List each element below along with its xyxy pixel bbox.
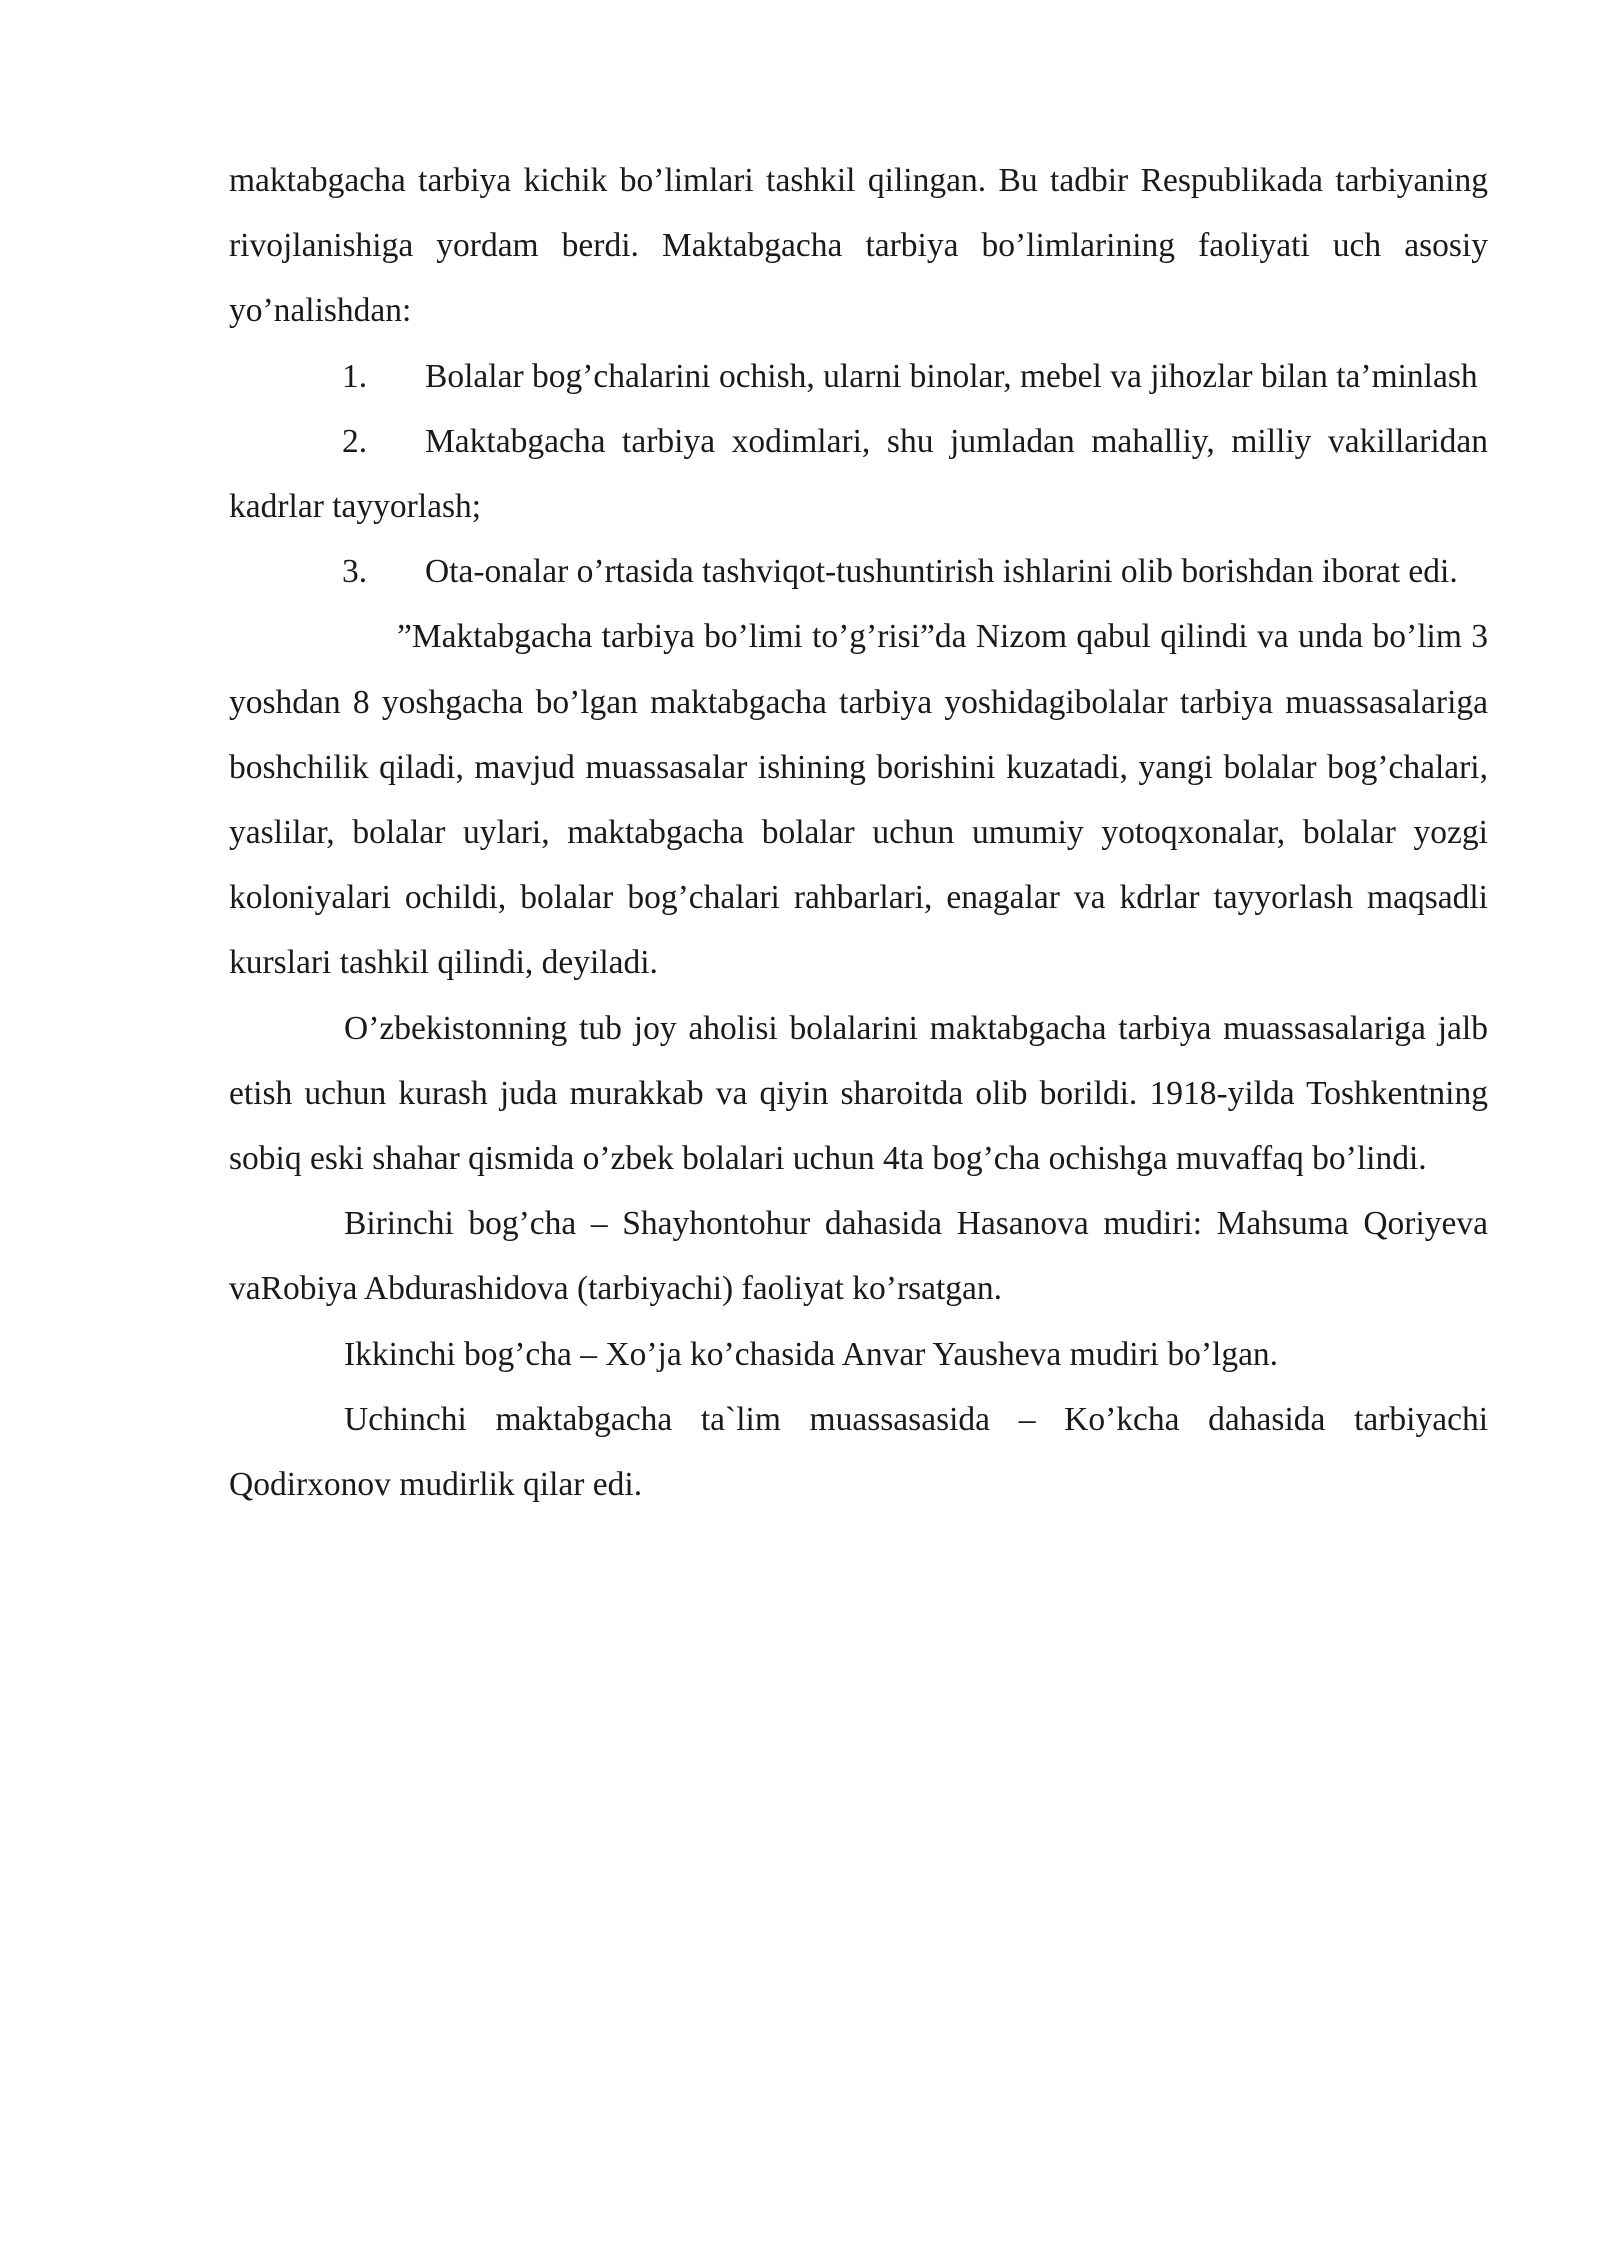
list-item-text: Maktabgacha tarbiya xodimlari, shu jumladan mahalliy, milliy vakillaridan kadrlar tayyorlash;	[229, 422, 1488, 526]
paragraph-uzbekistan: O’zbekistonning tub joy aholisi bolalarini maktabgacha tarbiya muassasalariga jalb etish uchun kurash juda murakkab va qiyin sharoitda olib borildi. 1918-yilda Toshkentning sobiq eski shahar qismida o’zbek bolalari uchun 4ta bog’cha ochishga muvaffaq bo’lindi.	[229, 1009, 1488, 1178]
list-number: 3.	[342, 553, 368, 591]
list-number: 2.	[342, 422, 368, 460]
paragraph-third-kindergarten: Uchinchi maktabgacha ta`lim muassasasida – Ko’kcha dahasida tarbiyachi Qodirxonov mudirlik qilar edi.	[229, 1400, 1488, 1504]
list-number: 1.	[342, 357, 368, 395]
list-item-3	[229, 539, 1488, 604]
paragraph-second-kindergarten: Ikkinchi bog’cha – Xo’ja ko’chasida Anvar Yausheva mudiri bo’lgan.	[344, 1335, 1279, 1373]
list-item-text: Ota-onalar o’rtasida tashviqot-tushuntirish ishlarini olib borishdan iborat edi.	[425, 553, 1458, 591]
list-item-text: Bolalar bog’chalarini ochish, ularni binolar, mebel va jihozlar bilan ta’minlash	[425, 357, 1478, 395]
list-item-2	[229, 409, 1488, 539]
paragraph-first-kindergarten: Birinchi bog’cha – Shayhontohur dahasida Hasanova mudiri: Mahsuma Qoriyeva vaRobiya Abdurashidova (tarbiyachi) faoliyat ko’rsatgan.	[229, 1205, 1488, 1308]
intro-paragraph: maktabgacha tarbiya kichik bo’limlari tashkil qilingan. Bu tadbir Respublikada tarbiyaning rivojlanishiga yordam berdi. Maktabgacha tarbiya bo’limlarining faoliyati uch asosiy yo’nalishdan:	[229, 162, 1488, 330]
list-item-1	[229, 344, 1488, 409]
document-body	[229, 148, 1488, 1517]
paragraph-nizom: ”Maktabgacha tarbiya bo’limi to’g’risi”da Nizom qabul qilindi va unda bo’lim 3 yoshdan 8 yoshgacha bo’lgan maktabgacha tarbiya yoshidagibolalar tarbiya muassasalariga boshchilik qiladi, mavjud muassasalar ishining borishini kuzatadi, yangi bolalar bog’chalari, yaslilar, bolalar uylari, maktabgacha bolalar uchun umumiy yotoqxonalar, bolalar yozgi koloniyalari ochildi, bolalar bog’chalari rahbarlari, enagalar va kdrlar tayyorlash maqsadli kurslari tashkil qilindi, deyiladi.	[229, 618, 1488, 982]
